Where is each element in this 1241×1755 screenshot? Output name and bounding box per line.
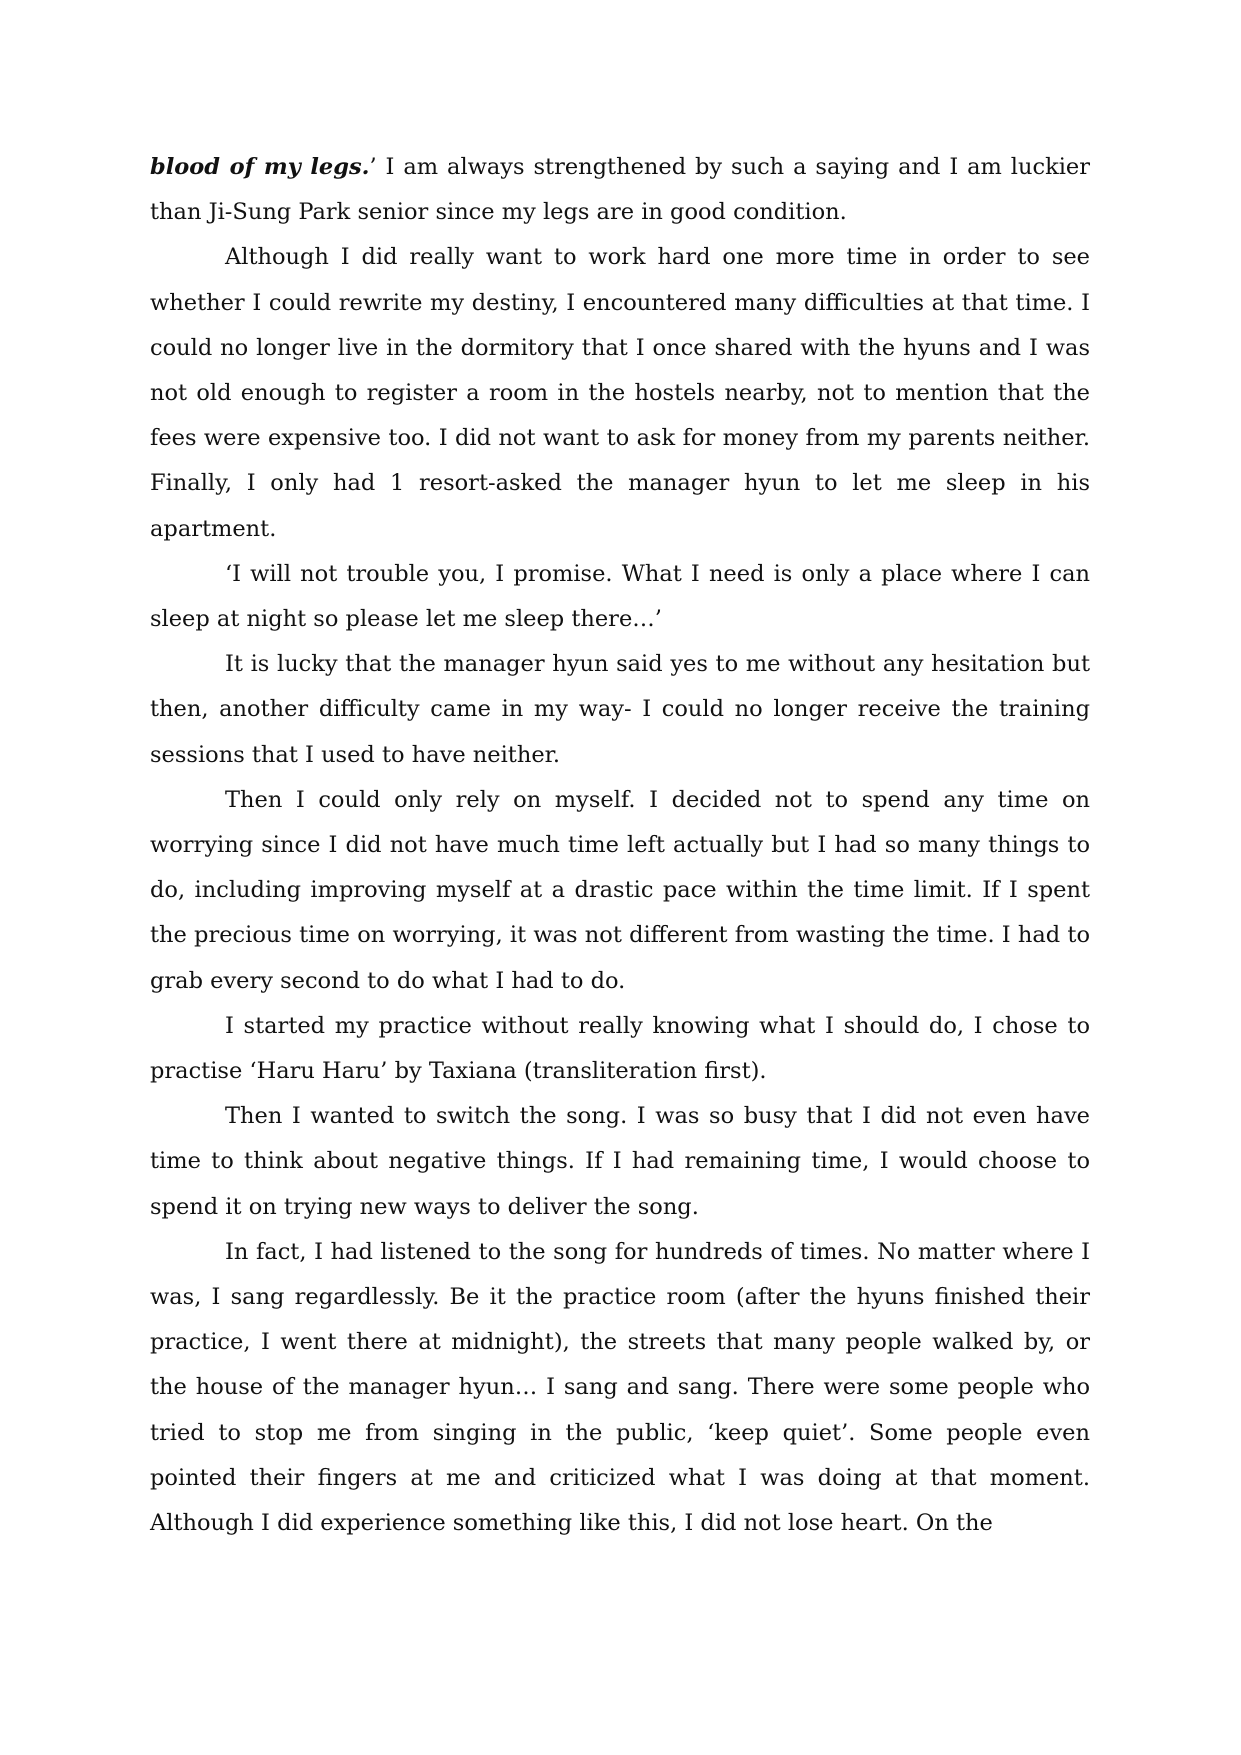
paragraph: It is lucky that the manager hyun said yes to me without any hesitation but then, another difficulty came in my way- I could no longer receive the training sessions that I used to have neither. (150, 651, 1090, 768)
document-page (150, 145, 1090, 1546)
opening-text: ’ I am always strengthened by such a saying and I am luckier than Ji-Sung Park senior since my legs are in good condition. (150, 154, 1090, 226)
paragraph: Although I did really want to work hard one more time in order to see whether I could rewrite my destiny, I encountered many difficulties at that time. I could no longer live in the dormitory that I once shared with the hyuns and I was not old enough to register a room in the hostels nearby, not to mention that the fees were expensive too. I did not want to ask for money from my parents neither. Finally, I only had 1 resort-asked the manager hyun to let me sleep in his apartment. (150, 244, 1090, 542)
paragraph: ‘I will not trouble you, I promise. What I need is only a place where I can sleep at night so please let me sleep there…’ (150, 560, 1090, 633)
paragraph: In fact, I had listened to the song for hundreds of times. No matter where I was, I sang regardlessly. Be it the practice room (after the hyuns finished their practice, I went there at midnight), the streets that many people walked by, or the house of the manager hyun… I sang and sang. There were some people who tried to stop me from singing in the public, ‘keep quiet’. Some people even pointed their fingers at me and criticized what I was doing at that moment. Although I did experience something like this, I did not lose heart. On the (150, 1238, 1090, 1537)
paragraph: I started my practice without really knowing what I should do, I chose to practise ‘Haru Haru’ by Taxiana (transliteration first). (150, 1012, 1090, 1085)
paragraph: Then I wanted to switch the song. I was so busy that I did not even have time to think about negative things. If I had remaining time, I would choose to spend it on trying new ways to deliver the song. (150, 1103, 1090, 1220)
paragraph: Then I could only rely on myself. I decided not to spend any time on worrying since I did not have much time left actually but I had so many things to do, including improving myself at a drastic pace within the time limit. If I spent the precious time on worrying, it was not different from wasting the time. I had to grab every second to do what I had to do. (150, 786, 1090, 994)
opening-paragraph (150, 145, 1090, 235)
emphasized-phrase: blood of my legs. (150, 154, 370, 180)
